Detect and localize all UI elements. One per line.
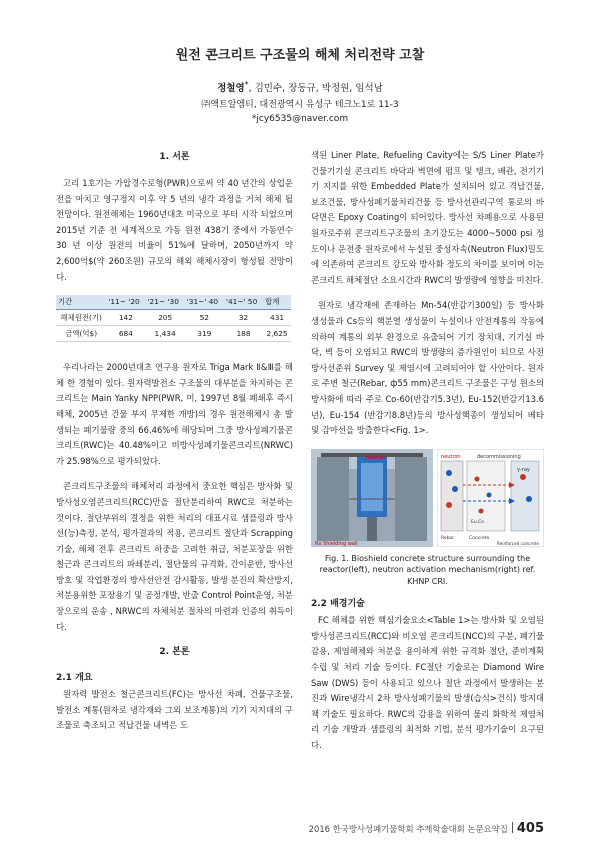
left-column [56,150,293,744]
subsection-2-1-title: 2.1 개요 [56,673,93,684]
footer-text: 2016 한국방사성폐기물학회 추계학술대회 논문요약집 [308,824,508,834]
author-line [0,80,600,94]
table-cell: 1,434 [146,326,185,342]
table-cell: 205 [146,310,185,326]
eu-co-label: Eu,Co [471,519,485,525]
neutron-arrow-label: neutron [441,453,461,460]
figure-1 [311,449,544,547]
affiliation: ㈜액트알엠티, 대전광역시 유성구 테크노1로 11-3 [201,100,399,110]
activation-mechanism-illustration [437,449,544,547]
figure-1-caption: Fig. 1. Bioshield concrete structure surrounding the reactor(left), neutron activation mechanism(right) ref. KHNP CRI. [319,553,536,586]
bioshield-illustration [311,449,433,547]
neutron-label: neutron [366,454,386,461]
overview-paragraph: 원자력 발전소 철근콘크리트(FC)는 방사선 차폐, 건물구조물, 발전소 계통(원자로 냉각재와 그외 보조계통)의 기기 지지대의 구조물로 축조되고 적납건물 내벽은 도 [56,689,293,731]
section-2-title: 2. 본론 [159,647,190,658]
table-cell: 188 [224,326,263,342]
table-header-cell: '21~ '30 [146,295,185,310]
table-cell: 431 [263,310,291,326]
page-number: 405 [516,821,544,836]
table-cell: 2,625 [263,326,291,342]
table-cell: 142 [106,310,145,326]
background-paragraph: FC 해체를 위한 핵심기술요소<Table 1>는 방사화 및 오염된 방사성콘크리트(RCC)와 비오염 콘크리트(NCC)의 구분, 폐기물 감용, 제염해체와 처분을 용이하게 위한 규격화 절단, 준비계획 수립 및 처리 기술 등이다. FC절단 기술로는 Diamond Wire Saw (DWS) 등이 사용되고 있으나 절단 과정에서 발생하는 분진과 Wire냉각시 2차 방사성폐기물의 발생(습식>건식) 방지대책 기술도 필요하다. RWC의 감용을 위하여 물리 화학적 제염처리 기술 개발과 샘플링의 최적화 기법, 분석 평가기술이 요구된다. [311,615,544,750]
bioshield-photo [311,449,433,547]
table-header-cell: '11~ '20 [106,295,145,310]
table-row [56,326,291,342]
section-1-title: 1. 서론 [159,152,190,162]
paper-title: 원전 콘크리트 구조물의 해체 처리전략 고찰 [175,48,425,63]
intro-paragraph-3: 콘크리트구조물의 해체처리 과정에서 중요한 핵심은 방사화 및 방사성오염콘크리트(RCC)만을 절단분리하여 RWC로 처분하는 것이다. 절단부위의 결정을 위한 처리의 대표시료 샘플링과 방사선(능)측정, 분석, 평가결과의 적용, 콘크리트 절단과 Scrapping 기술, 해체 전후 콘크리트 하중을 고려한 취급, 처분포장을 위한 철근과 콘크리트의 파쇄분리, 절단물의 규격화, 간이운반, 방사선방호 및 작업환경의 방사선안전 감시활동, 발생 분진의 확산방지, 처분용위한 포장용기 및 공정개발, 반출 Control Point운영, 처분장으로의 운송 , NRWC의 자체처분 절차의 마련과 인증의 취득이다. [56,481,293,632]
concrete-label: Concrete [469,535,490,541]
lead-author-mark: * [244,80,249,89]
right-column [311,148,544,764]
subsection-2-2-title: 2.2 배경기술 [311,599,365,610]
rebar-label: Rebar [441,535,455,541]
table-header-row [56,295,291,310]
table-row [56,310,291,326]
table-cell: 319 [185,326,224,342]
overview-paragraph-cont: 색된 Liner Plate, Refueling Cavity에는 S/S Liner Plate가 건물기기실 콘크리트 바닥과 벽면에 펌프 및 탱크, 배관, 전기기기 지지를 위한 Embedded Plate가 설치되어 있고 격납건물, 보조건물, 방사성폐기물처리건물 등 방사선관리구역 통로의 바닥면은 Epoxy Coating이 되어있다. 방사선 차폐용으로 사용된 원자로주위 콘크리트구조물의 초기강도는 4000~5000 psi 정도이나 운전중 원자로에서 누설된 중성자속(Neutron Flux)밀도에 의존하여 콘크리트 강도와 방사화 정도의 차이를 보이며 이는 콘크리트 해체절단 소요시간과 RWC의 발생량에 영향을 미친다. [311,150,544,285]
table-cell: 32 [224,310,263,326]
activation-diagram [437,449,544,547]
lead-author: 정철영 [217,83,245,95]
table-row-label: 금액(억$) [56,326,106,342]
table-cell: 52 [185,310,224,326]
page-footer [300,821,544,836]
email: *jcy6535@naver.com [251,114,349,124]
coauthors: , 김민수, 장동규, 박정원, 임석남 [248,83,383,95]
table-row-label: 해체원전(기) [56,310,106,326]
rx-shield-label: Rx Shielding wall [315,540,358,547]
table-header-cell: '41~' 50 [224,295,263,310]
decommissioning-label: decommissioning [477,453,521,460]
intro-paragraph-2: 우리나라는 2000년대초 연구용 원자로 Triga Mark Ⅱ&Ⅲ를 해체 한 경험이 있다. 원자력발전소 구조물의 대부분을 차지하는 콘크리트는 Main Yanky NPP(PWR, 미, 1997년 8월 폐쇄후 즉시해체, 2005년 건물 부지 무제한 개방)의 경우 원전해체시 총 발생되는 폐기물량 중의 66.46%에 해당되며 그중 방사성폐기물콘크리트(RWC)는 40.48%이고 비방사성폐기물콘크리트(NRWC)가 25.98%으로 평가되었다. [56,362,293,466]
decommission-market-table [56,295,291,342]
table-header-period: 기간 [56,295,106,310]
table-header-total: 합계 [263,295,291,310]
gamma-ray-label: γ-ray [517,466,530,473]
intro-paragraph-1: 고리 1호기는 가압경수로형(PWR)으로써 약 40 년간의 상업운전을 마치고 영구정지 이후 약 5 년의 냉각 과정을 거쳐 해체 될 전망이다. 원전해체는 1960년대초 미국으로 부터 시작 되었으며 2015년 기준 전 세계적으로 가동 원전 438기 중에서 가동연수 30 년 이상 원전의 비율이 51%에 달하며, 2050년까지 약 2,600억$(약 260조원) 규모의 해외 해체시장이 형성될 전망이다. [56,178,293,282]
activation-paragraph: 원자로 냉각재에 존재하는 Mn-54(반감기300일) 등 방사화 생성물과 Cs등의 핵분열 생성물이 누설이나 안전계통의 작동에 의하여 계통의 외부 환경으로 유출되어 기기 장치대, 기기실 바닥, 벽 등이 오염되고 RWC의 발생량의 증가원인이 되므로 사전 방사선준위 Survey 및 제염시에 고려되어야 할 사안이다. 원자로 주변 철근(Rebar, ф55 mm)콘크리트 구조물은 구성 원소의 방사화에 따라 주로 Co-60(반감기5.3년), Eu-152(반감기13.6년), Eu-154 (반감기8.8년)등의 방사성핵종이 생성되어 베타 및 감마선을 방출한다<Fig. 1>. [311,300,544,436]
table-header-cell: '31~' 40 [185,295,224,310]
table-cell: 684 [106,326,145,342]
reinforced-concrete-label: Reinforced concrete [497,540,539,546]
footer-divider [512,822,513,833]
